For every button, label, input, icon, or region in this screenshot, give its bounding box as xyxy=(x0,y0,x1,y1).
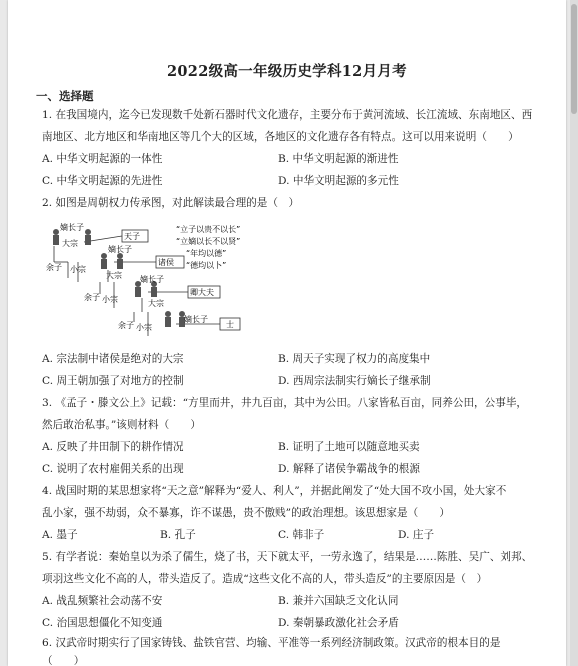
q3-stem-line1: 3. 《孟子・滕文公上》记载：“方里而井，井九百亩，其中为公田。八家皆私百亩，同养公田，公事毕， xyxy=(42,397,528,409)
q6-stem-line1: 6. 汉武帝时期实行了国家铸钱、盐铁官营、均输、平准等一系列经济制政策。汉武帝的根本目的是 xyxy=(42,637,501,649)
fig-label-dizhangzi-2: 嫡长子 xyxy=(108,245,132,254)
q3-option-a: A. 反映了井田制下的耕作情况 xyxy=(42,441,184,453)
q5-option-c: C. 治国思想僵化不知变通 xyxy=(42,617,163,629)
q2-option-a: A. 宗法制中诸侯是绝对的大宗 xyxy=(42,353,184,365)
document-page xyxy=(8,0,566,666)
fig-label-tianzi: 天子 xyxy=(124,232,140,241)
fig-label-xiaozong-2: 小宗 xyxy=(102,295,118,304)
fig-label-shi: 士 xyxy=(226,320,234,329)
fig-label-dazong-3: 大宗 xyxy=(148,299,164,308)
section-heading: 一、选择题 xyxy=(36,89,94,103)
vertical-scrollbar[interactable] xyxy=(570,0,578,666)
q2-option-b: B. 周天子实现了权力的高度集中 xyxy=(278,353,431,365)
q4-stem-line2: 乱小家，强不劫弱，众不暴寡，诈不谋愚，贵不傲贱”的政治理想。该思想家是（ ） xyxy=(42,507,450,519)
fig-label-dizhangzi-3: 嫡长子 xyxy=(140,275,164,284)
q3-option-c: C. 说明了农村雇佣关系的出现 xyxy=(42,463,184,475)
zhou-succession-figure xyxy=(44,222,262,342)
q5-option-d: D. 秦朝暴政激化社会矛盾 xyxy=(278,617,399,629)
q4-option-b: B. 孔子 xyxy=(160,529,196,541)
q1-option-b: B. 中华文明起源的渐进性 xyxy=(278,153,399,165)
fig-label-dazong-2: 大宗 xyxy=(106,271,122,280)
fig-quote-2: “立嫡以长不以贤” xyxy=(176,237,241,246)
q1-stem-line2: 南地区、北方地区和华南地区等几个大的区域，各地区的文化遗存各有特点。这可以用来说明（ ） xyxy=(42,131,519,143)
q5-option-a: A. 战乱频繁社会动荡不安 xyxy=(42,595,163,607)
q4-option-c: C. 韩非子 xyxy=(278,529,325,541)
q3-stem-line2: 然后敢治私事。”该则材料（ ） xyxy=(42,419,202,431)
q4-option-d: D. 庄子 xyxy=(398,529,435,541)
q5-stem-line1: 5. 有学者说：秦始皇以为杀了儒生，烧了书，天下就太平，一劳永逸了，结果是……陈胜、吴广、刘邦、 xyxy=(42,551,533,563)
fig-label-zhuhou: 诸侯 xyxy=(158,258,174,267)
q2-stem-line1: 2. 如图是周朝权力传承图，对此解读最合理的是（ ） xyxy=(42,197,300,209)
fig-label-xiaozong-3: 小宗 xyxy=(136,323,152,332)
scrollbar-thumb[interactable] xyxy=(571,4,577,114)
fig-label-yuzi-2: 余子 xyxy=(84,293,100,302)
q1-stem-line1: 1. 在我国境内，迄今已发现数千处新石器时代文化遗存，主要分布于黄河流域、长江流域、东南地区、西 xyxy=(42,109,533,121)
fig-quote-4: “德均以卜” xyxy=(186,261,227,270)
fig-label-dizhangzi-4: 嫡长子 xyxy=(184,315,208,324)
fig-label-yuzi-1: 余子 xyxy=(46,263,62,272)
q4-stem-line1: 4. 战国时期的某思想家将“天之意”解释为“爱人、利人”，并据此阐发了“处大国不攻小国，处大家不 xyxy=(42,485,507,497)
fig-label-qingdafu: 卿大夫 xyxy=(190,288,214,297)
q5-option-b: B. 兼并六国缺乏文化认同 xyxy=(278,595,399,607)
succession-diagram xyxy=(44,222,262,342)
q1-option-d: D. 中华文明起源的多元性 xyxy=(278,175,399,187)
q3-option-d: D. 解释了诸侯争霸战争的根源 xyxy=(278,463,420,475)
q2-option-d: D. 西周宗法制实行嫡长子继承制 xyxy=(278,375,431,387)
q1-option-a: A. 中华文明起源的一体性 xyxy=(42,153,163,165)
q1-option-c: C. 中华文明起源的先进性 xyxy=(42,175,163,187)
fig-label-dazong-1: 大宗 xyxy=(62,239,78,248)
fig-label-yuzi-3: 余子 xyxy=(118,321,134,330)
fig-quote-3: “年均以德” xyxy=(186,249,227,258)
q6-stem-line2: （ ） xyxy=(42,655,85,666)
fig-quote-1: “立子以贵不以长” xyxy=(176,225,241,234)
q5-stem-line2: 项羽这些文化不高的人，带头造反了。造成“这些文化不高的人，带头造反”的主要原因是（ ） xyxy=(42,573,488,585)
q4-option-a: A. 墨子 xyxy=(42,529,78,541)
fig-label-xiaozong-1: 小宗 xyxy=(70,265,86,274)
page-title: 2022级高一年级历史学科12月月考 xyxy=(167,63,407,80)
q3-option-b: B. 证明了土地可以随意地买卖 xyxy=(278,441,420,453)
fig-label-dizhangzi-1: 嫡长子 xyxy=(60,223,84,232)
q2-option-c: C. 周王朝加强了对地方的控制 xyxy=(42,375,184,387)
